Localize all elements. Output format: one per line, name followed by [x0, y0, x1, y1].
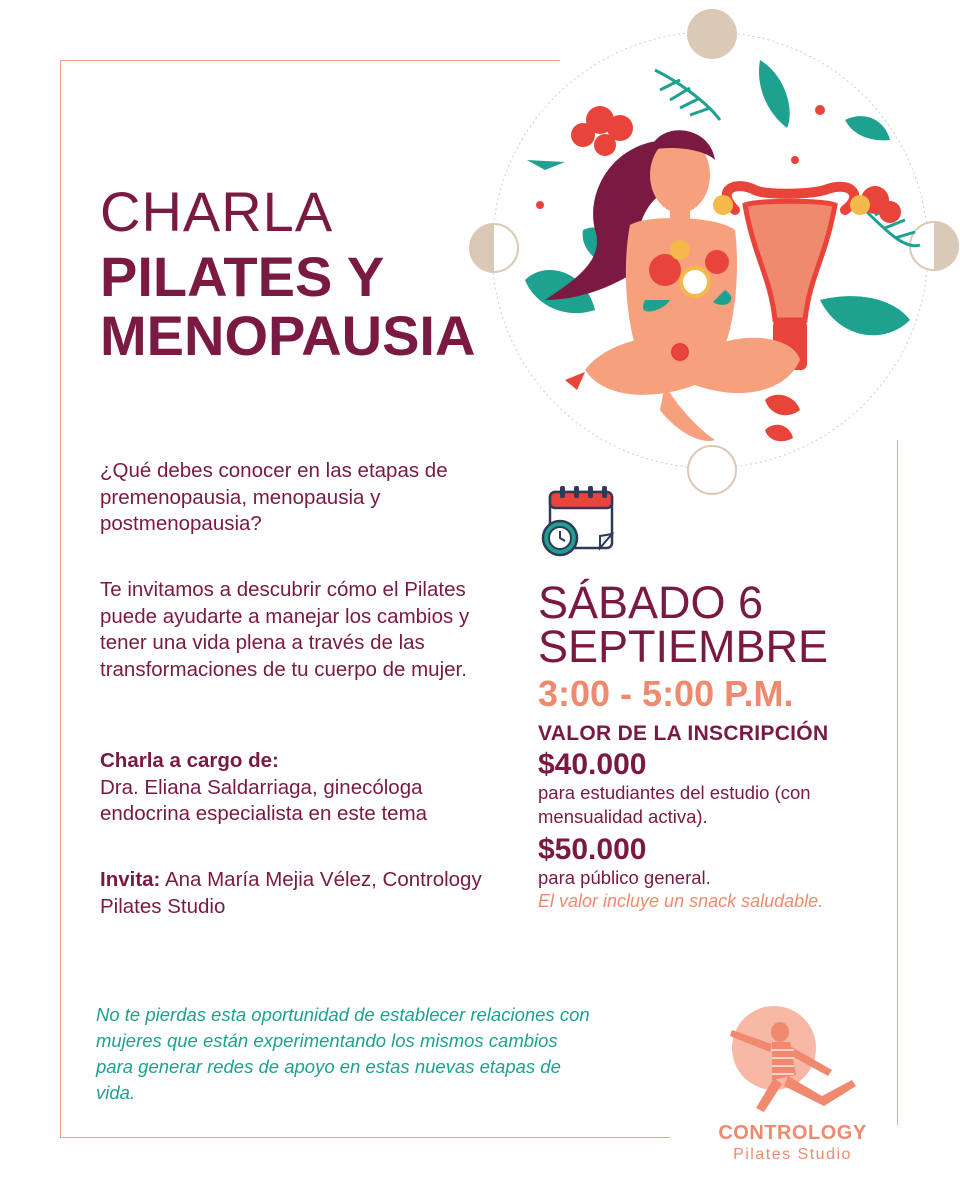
event-date-day: SÁBADO 6: [538, 577, 764, 628]
host-name: Ana María Mejia Vélez, Contrology Pilates Studio: [100, 868, 482, 918]
calendar-clock-icon: [540, 484, 616, 560]
intro-invitation: [100, 577, 510, 684]
logo-subtitle: Pilates Studio: [733, 1146, 852, 1163]
title-light: CHARLA: [100, 180, 334, 243]
title-bold: [100, 245, 476, 367]
host-info: [100, 867, 510, 920]
intro-invitation-text: Te invitamos a descubrir cómo el Pilates puede ayudarte a manejar los cambios y tener una vida plena a través de las transformaciones de tu cuerpo de mujer.: [100, 578, 470, 681]
host-line: [100, 867, 510, 920]
host-label: Invita:: [100, 868, 161, 891]
event-time: 3:00 - 5:00 P.M.: [538, 673, 794, 714]
intro-question: [100, 458, 510, 538]
price-note: El valor incluye un snack saludable.: [538, 891, 824, 912]
intro-question-text: ¿Qué debes conocer en las etapas de premenopausia, menopausia y postmenopausia?: [100, 459, 448, 536]
closing-message: No te pierdas esta oportunidad de establecer relaciones con mujeres que están experimentando los mismos cambios para generar redes de apoyo en estas nuevas etapas de vida.: [96, 1004, 590, 1103]
price-students-desc: para estudiantes del estudio (con mensualidad activa).: [538, 782, 811, 828]
moon-phase-full-icon: [687, 9, 737, 59]
pricing-label: VALOR DE LA INSCRIPCIÓN: [538, 722, 829, 745]
moon-phase-left-icon: [470, 224, 518, 272]
moon-phase-new-icon: [688, 446, 736, 494]
title-bold-line1: PILATES Y: [100, 245, 385, 308]
woman-figure-icon: [545, 130, 800, 441]
pricing-block: [538, 720, 898, 914]
price-students: $40.000: [538, 748, 647, 782]
price-general-desc: para público general.: [538, 867, 711, 889]
speaker-info: [100, 748, 510, 828]
price-general: $50.000: [538, 833, 647, 867]
speaker-label: Charla a cargo de:: [100, 749, 279, 772]
event-date-month: SEPTIEMBRE: [538, 621, 829, 672]
speaker-description: Dra. Eliana Saldarriaga, ginecóloga endocrina especialista en este tema: [100, 775, 428, 826]
woman-uterus-illustration: [465, 0, 960, 510]
title-bold-line2: MENOPAUSIA: [100, 303, 476, 367]
logo-name: CONTROLOGY: [718, 1122, 867, 1144]
